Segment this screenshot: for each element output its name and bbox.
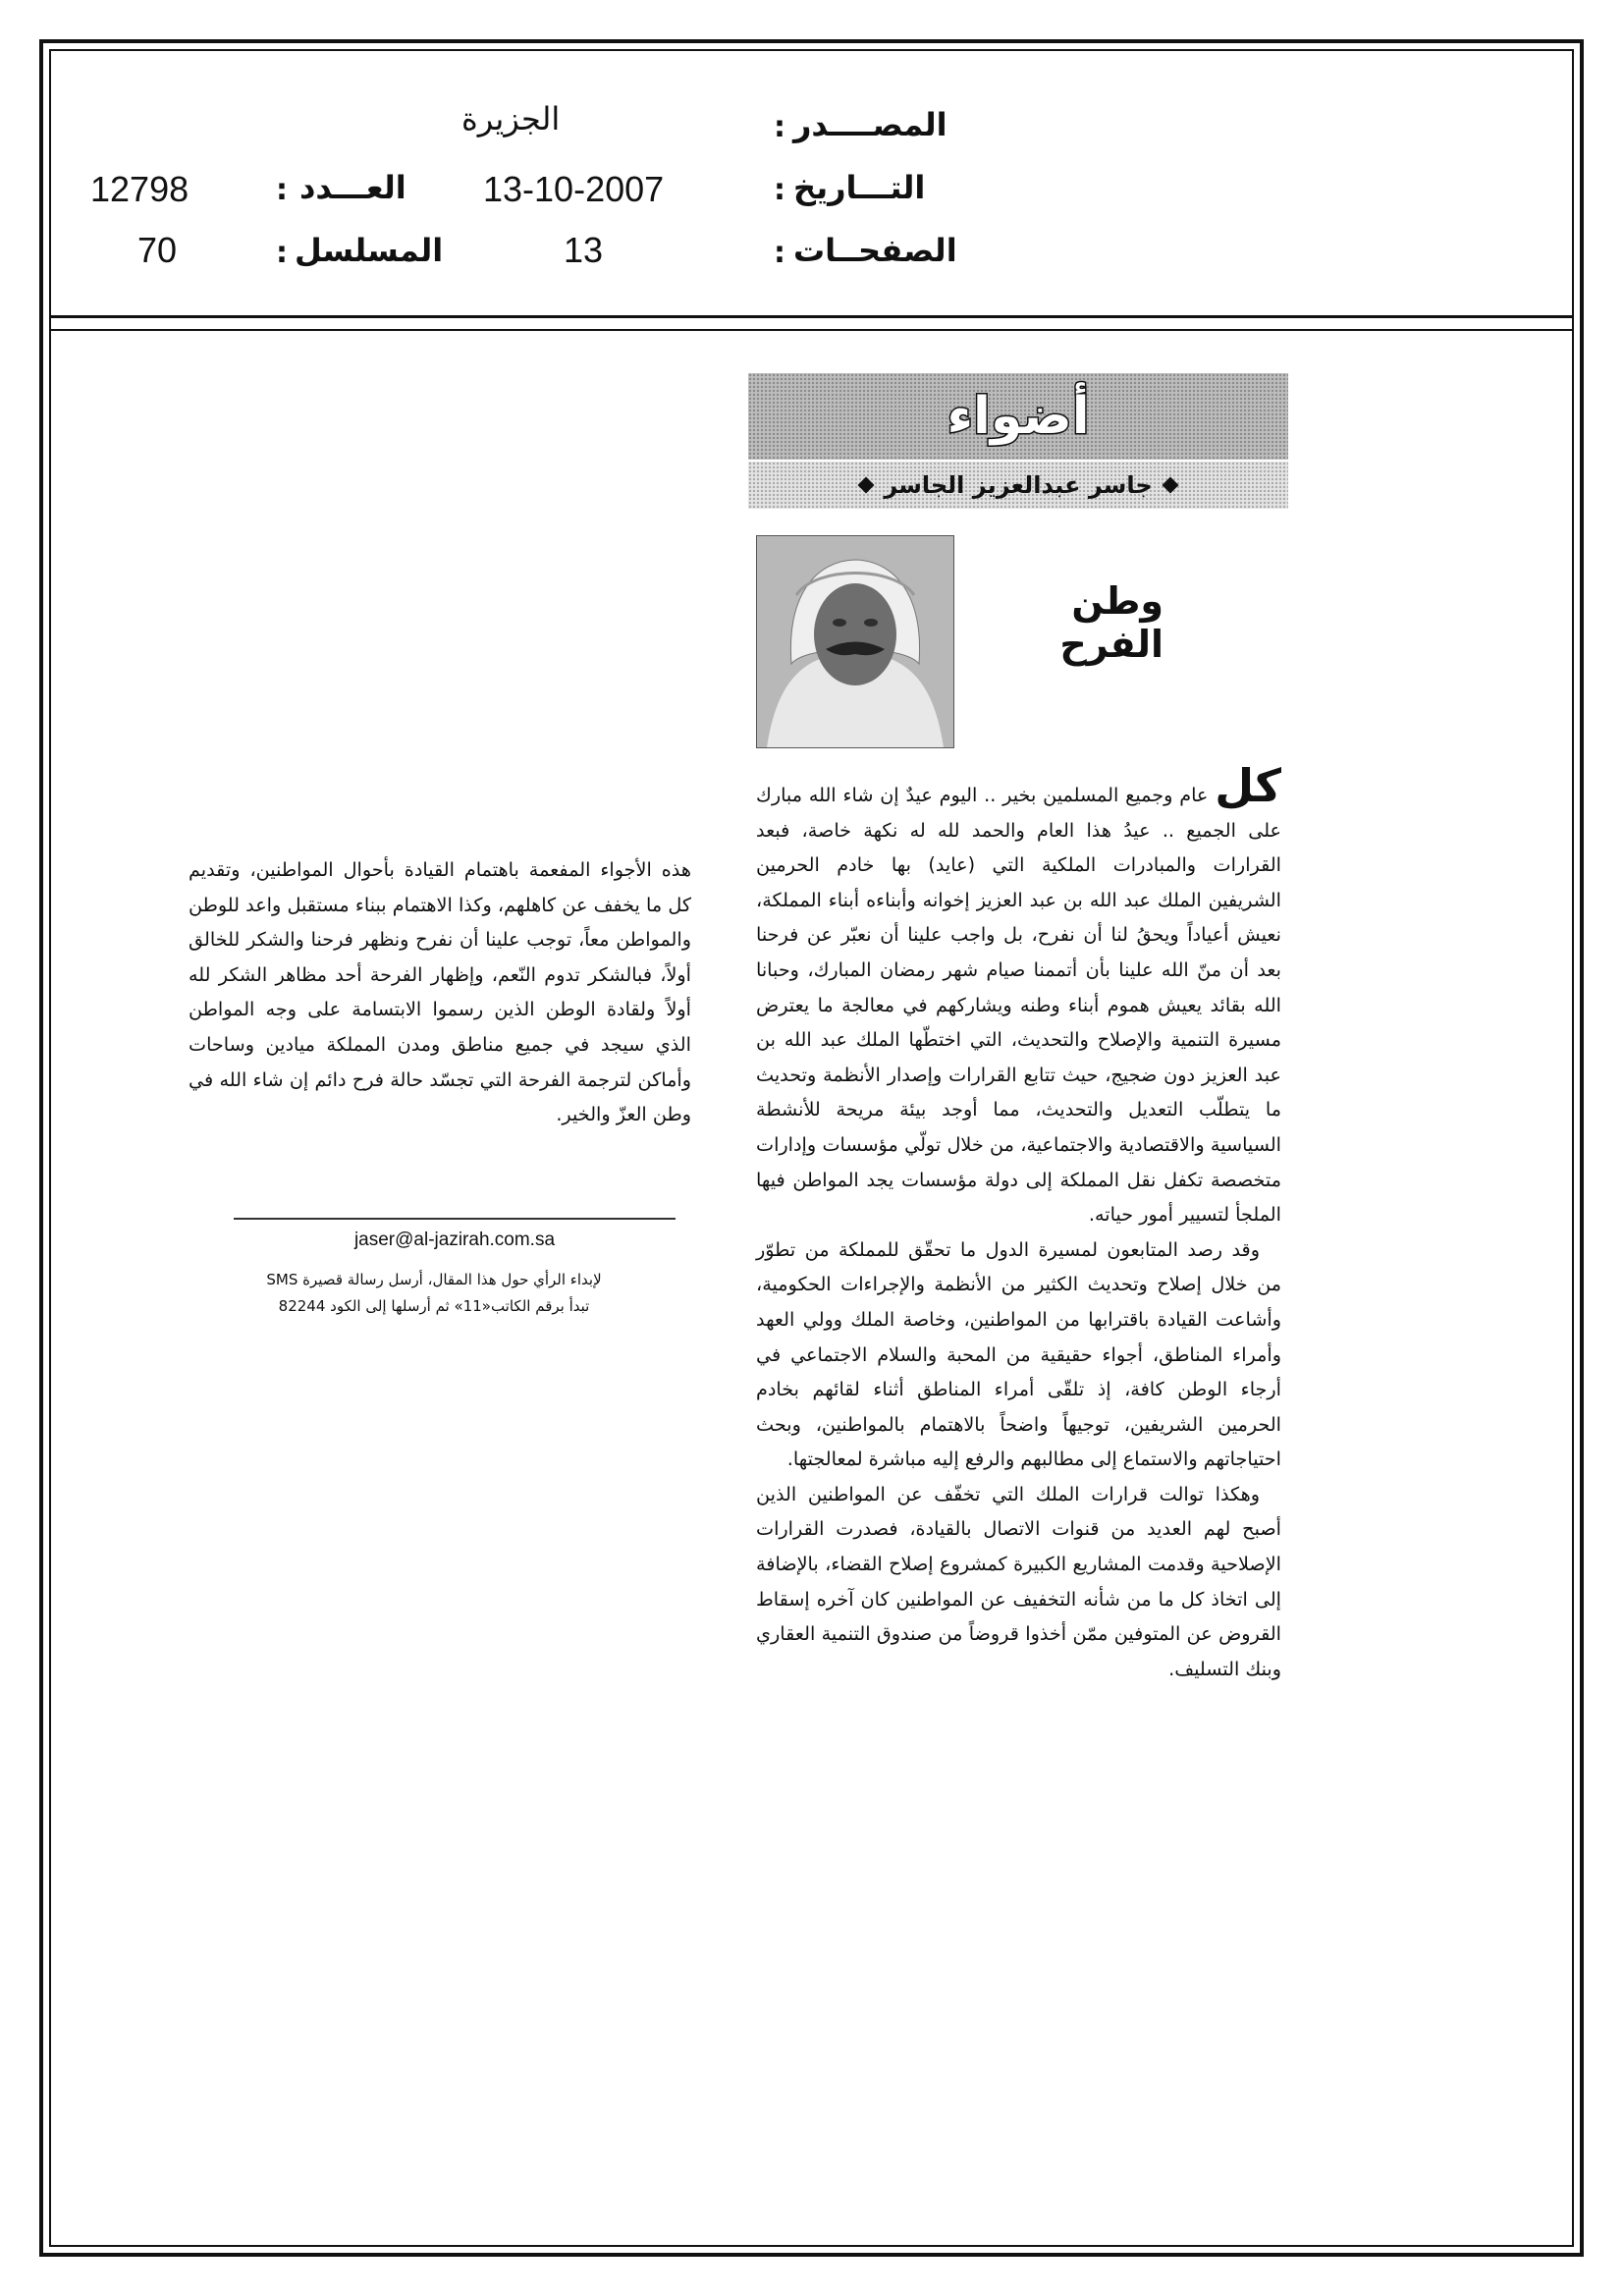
- article-paragraph-1: كل عام وجميع المسلمين بخير .. اليوم عيدٌ إن شاء الله مبارك على الجميع .. عيدُ هذا العام والحمد لله له نكهة خاصة، فبعد القرارات والمبادرات الملكية التي (عايد) بها خادم الحرمين الشريفين الملك عبد الله بن عبد العزيز إخوانه وأبناءه أبناء المملكة، نعيش أعياداً ويحقُ لنا أن نفرح، بل واجب علينا أن نعبّر عن فرحنا بعد أن منّ الله علينا بأن أتممنا صيام شهر رمضان المبارك، وحبانا الله بقائد يعيش هموم أبناء وطنه ويشاركهم في معالجة ما يعترض مسيرة التنمية والإصلاح والتحديث، التي اختطّها الملك عبد الله بن عبد العزيز دون ضجيج، حيث تتابع القرارات وإصدار الأنظمة وتحديث ما يتطلّب التعديل والتحديث، مما أوجد بيئة مريحة للأنشطة السياسية والاقتصادية والاجتماعية، من خلال تولّي مؤسسات وإدارات متخصصة تكفل نقل المملكة إلى دولة مؤسسات يجد المواطن فيها الملجأ لتسيير أمور حياته.: [756, 759, 1281, 1227]
- date-value: 13-10-2007: [483, 169, 665, 209]
- section-title: أضواء: [947, 387, 1090, 446]
- serial-label: المسلسل: [295, 232, 444, 269]
- article-paragraph-3: وهكذا توالت قرارات الملك التي تخفّف عن المواطنين الذين أصبح لهم العديد من قنوات الاتصال بالقيادة، فصدرت القرارات الإصلاحية وقدمت المشاريع الكبيرة كمشروع إصلاح القضاء، بالإضافة إلى اتخاذ كل ما من شأنه التخفيف عن المواطنين كان آخره إسقاط القروض عن المتوفين ممّن أخذوا قروضاً من صندوق التنمية العقاري وبنك التسليف.: [756, 1482, 1281, 1680]
- source-label: المصــــدر: [793, 106, 947, 143]
- article-title: وطن الفرح: [1059, 579, 1163, 666]
- pages-colon: :: [774, 236, 785, 270]
- section-banner: [748, 373, 1288, 460]
- date-colon: :: [774, 173, 785, 207]
- article-continuation: [189, 852, 691, 1132]
- issue-colon: :: [276, 173, 288, 207]
- sms-note-line-2: تبدأ برقم الكاتب«11» ثم أرسلها إلى الكود 82244: [278, 1297, 590, 1315]
- diamond-icon: [1162, 477, 1178, 494]
- author-email: jaser@al-jazirah.com.sa: [353, 1230, 556, 1250]
- header-divider-inner: [49, 329, 1574, 331]
- author-bar: [748, 462, 1288, 509]
- issue-label: العـــدد: [299, 169, 406, 206]
- date-label: التـــاريخ: [793, 169, 926, 206]
- sms-note-line-1: لإبداء الرأي حول هذا المقال، أرسل رسالة قصيرة SMS: [266, 1271, 602, 1288]
- serial-value: 70: [137, 230, 178, 270]
- sms-note: [189, 1267, 679, 1320]
- article-body: [756, 759, 1281, 1686]
- header-divider: [49, 315, 1574, 318]
- pages-value: 13: [564, 230, 604, 270]
- signature-rule: [234, 1218, 676, 1220]
- diamond-icon: [858, 477, 875, 494]
- author-name: جاسر عبدالعزيز الجاسر: [884, 471, 1153, 499]
- source-value: الجزيرة: [461, 100, 561, 137]
- pages-label: الصفحــات: [793, 232, 957, 269]
- author-photo: [756, 535, 954, 748]
- serial-colon: :: [276, 236, 288, 270]
- continuation-paragraph: هذه الأجواء المفعمة باهتمام القيادة بأحوال المواطنين، وتقديم كل ما يخفف عن كاهلهم، وكذا الاهتمام ببناء مستقبل واعد للوطن والمواطن معاً، توجب علينا أن نفرح ونظهر فرحنا والشكر للخالق أولاً، فبالشكر تدوم النّعم، وإظهار الفرحة أحد مظاهر الشكر لله أولاً ولقادة الوطن الذين رسموا الابتسامة على وجه المواطن الذي سيجد في جميع مناطق ومدن المملكة ميادين وساحات وأماكن لترجمة الفرحة التي تجسّد حالة فرح دائم إن شاء الله في وطن العزّ والخير.: [189, 858, 691, 1126]
- issue-value: 12798: [90, 169, 189, 209]
- dropcap: كل: [1215, 759, 1281, 812]
- source-colon: :: [774, 110, 785, 144]
- article-paragraph-2: وقد رصد المتابعون لمسيرة الدول ما تحقّق للمملكة من تطوّر من خلال إصلاح وتحديث الكثير من الأنظمة والإجراءات الحكومية، وأشاعت القيادة باقترابها من المواطنين، وخاصة الملك وولي العهد وأمراء المناطق، أجواء حقيقية من المحبة والسلام الاجتماعي في أرجاء الوطن كافة، إذ تلقّى أمراء المناطق أثناء لقائهم بخادم الحرمين الشريفين، توجيهاً واضحاً بالاهتمام بالمواطنين، وبحث احتياجاتهم والاستماع إلى مطالبهم والرفع إليه مباشرة لمعالجتها.: [756, 1237, 1281, 1471]
